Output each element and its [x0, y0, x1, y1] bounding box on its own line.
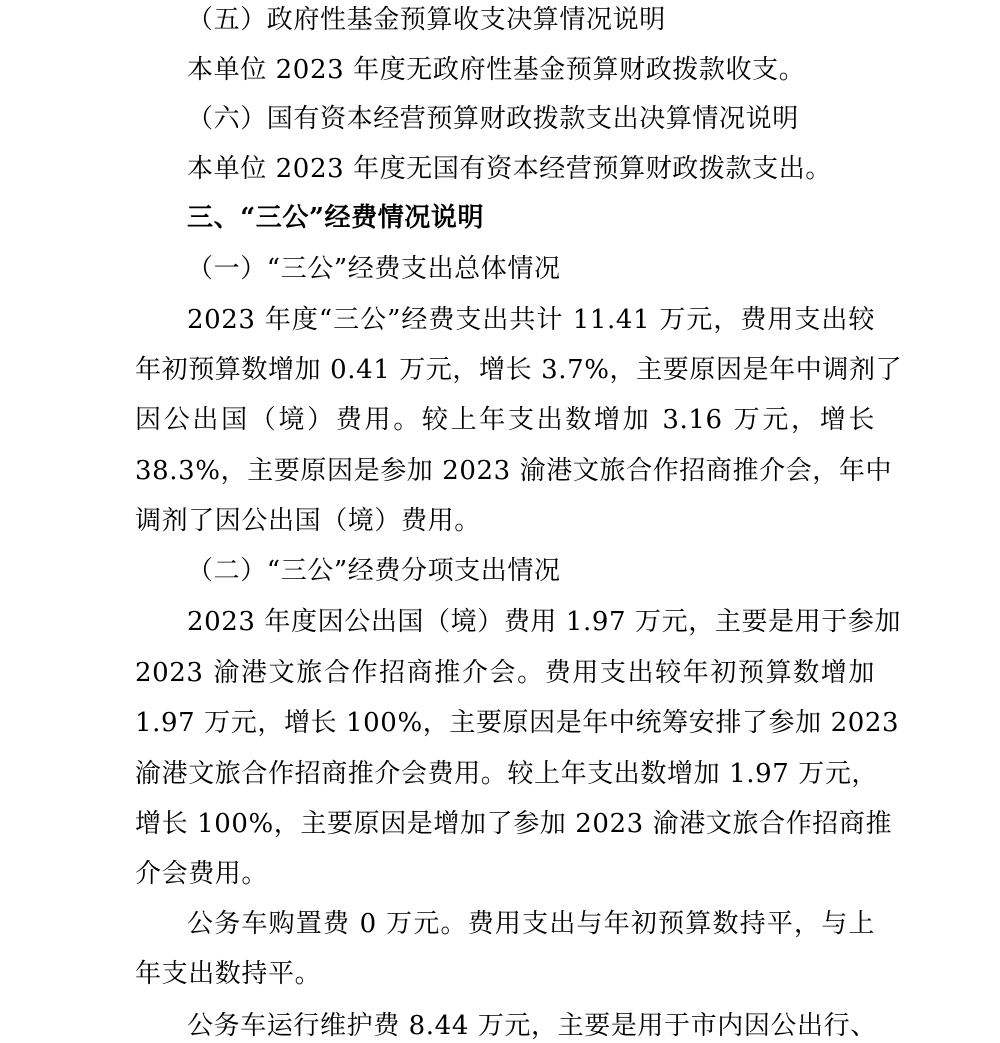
section-heading-five: （五）政府性基金预算收支决算情况说明: [187, 5, 666, 35]
subsection-heading-one: （一）“三公”经费支出总体情况: [187, 254, 561, 284]
section-heading-three: 三、“三公”经费情况说明: [187, 203, 485, 233]
subsection-heading-two: （二）“三公”经费分项支出情况: [187, 556, 561, 586]
paragraph-line: 38.3%，主要原因是参加 2023 渝港文旅合作招商推介会，年中: [135, 456, 893, 486]
paragraph-line: 本单位 2023 年度无政府性基金预算财政拨款收支。: [187, 55, 806, 85]
paragraph-line: 2023 渝港文旅合作招商推介会。费用支出较年初预算数增加: [135, 658, 875, 688]
paragraph-line: 2023 年度“三公”经费支出共计 11.41 万元，费用支出较: [187, 305, 875, 335]
paragraph-line: 介会费用。: [135, 859, 269, 889]
paragraph-line: 调剂了因公出国（境）费用。: [135, 506, 481, 536]
paragraph-line: 公务车运行维护费 8.44 万元，主要是用于市内因公出行、: [187, 1011, 877, 1041]
paragraph-line: 1.97 万元，增长 100%，主要原因是年中统筹安排了参加 2023: [135, 708, 900, 738]
paragraph-line: 公务车购置费 0 万元。费用支出与年初预算数持平，与上: [187, 909, 875, 939]
paragraph-line: 年支出数持平。: [135, 959, 322, 989]
paragraph-line: 因公出国（境）费用。较上年支出数增加 3.16 万元，增长: [135, 405, 875, 435]
paragraph-line: 渝港文旅合作招商推介会费用。较上年支出数增加 1.97 万元，: [135, 759, 879, 789]
paragraph-line: 本单位 2023 年度无国有资本经营预算财政拨款支出。: [187, 154, 832, 184]
paragraph-line: 2023 年度因公出国（境）费用 1.97 万元，主要是用于参加: [187, 607, 902, 637]
paragraph-line: 年初预算数增加 0.41 万元，增长 3.7%，主要原因是年中调剂了: [135, 355, 903, 385]
paragraph-line: 增长 100%，主要原因是增加了参加 2023 渝港文旅合作招商推: [135, 809, 893, 839]
section-heading-six: （六）国有资本经营预算财政拨款支出决算情况说明: [187, 104, 799, 134]
